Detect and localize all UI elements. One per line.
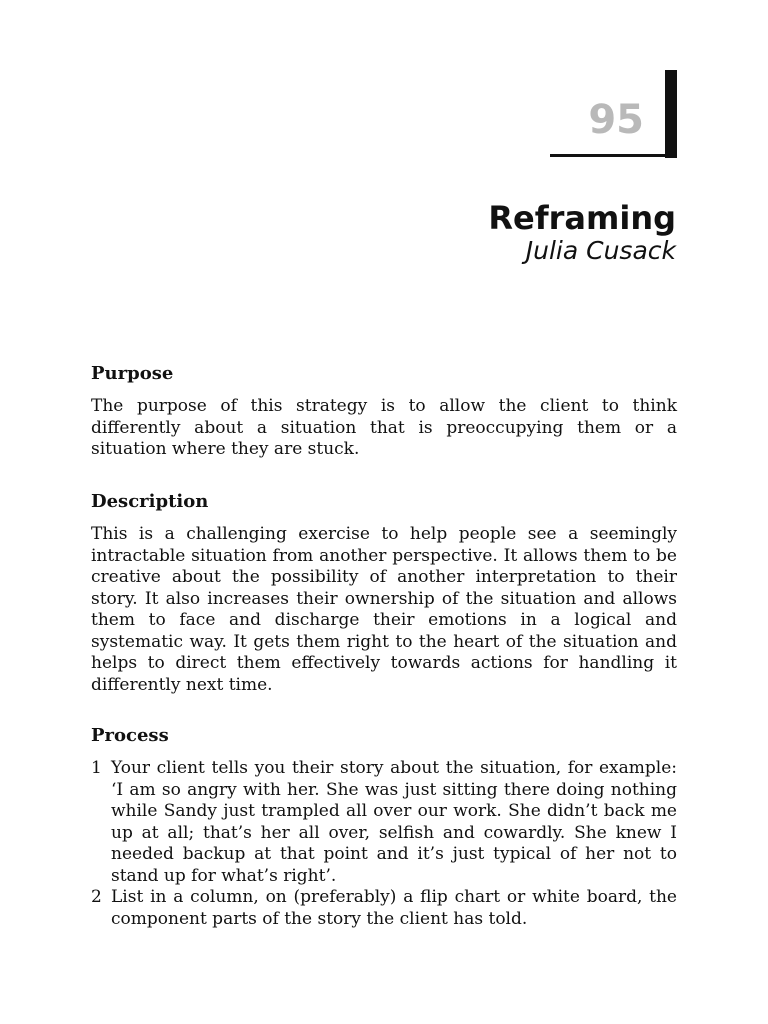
list-item-text: List in a column, on (preferably) a flip chart or white board, the component parts of the story the client has told. [111,887,677,929]
list-item-text: Your client tells you their story about the situation, for example: ‘I am so angry with her. She was just sitting there doing nothing while Sandy just trampled all over our work. She didn’t back me up at all; that’s her all over, selfish and cowardly. She knew I needed backup at that point and it’s just typical of her not to stand up for what’s right’. [111,758,677,886]
chapter-rule-horizontal [550,154,677,157]
list-item-number: 2 [91,887,102,907]
purpose-paragraph: The purpose of this strategy is to allow the client to think differently about a situation that is preoccupying them or a situation where they are stuck. [91,396,677,459]
purpose-heading: Purpose [91,363,174,384]
process-heading: Process [91,725,169,746]
description-paragraph: This is a challenging exercise to help people see a seemingly intractable situation from another perspective. It allows them to be creative about the possibility of another interpretation to their story. It also increases their ownership of the situation and allows them to face and discharge their emotions in a logical and systematic way. It gets them right to the heart of the situation and helps to direct them effectively towards actions for handling it differently next time. [91,524,677,695]
chapter-title: Reframing [488,199,676,238]
chapter-author: Julia Cusack [525,236,676,265]
list-item [91,887,677,930]
description-heading: Description [91,491,209,512]
list-item-number: 1 [91,758,102,778]
chapter-rule-vertical [665,70,677,158]
list-item [91,758,677,887]
chapter-number: 95 [588,97,644,143]
process-list [91,758,677,930]
